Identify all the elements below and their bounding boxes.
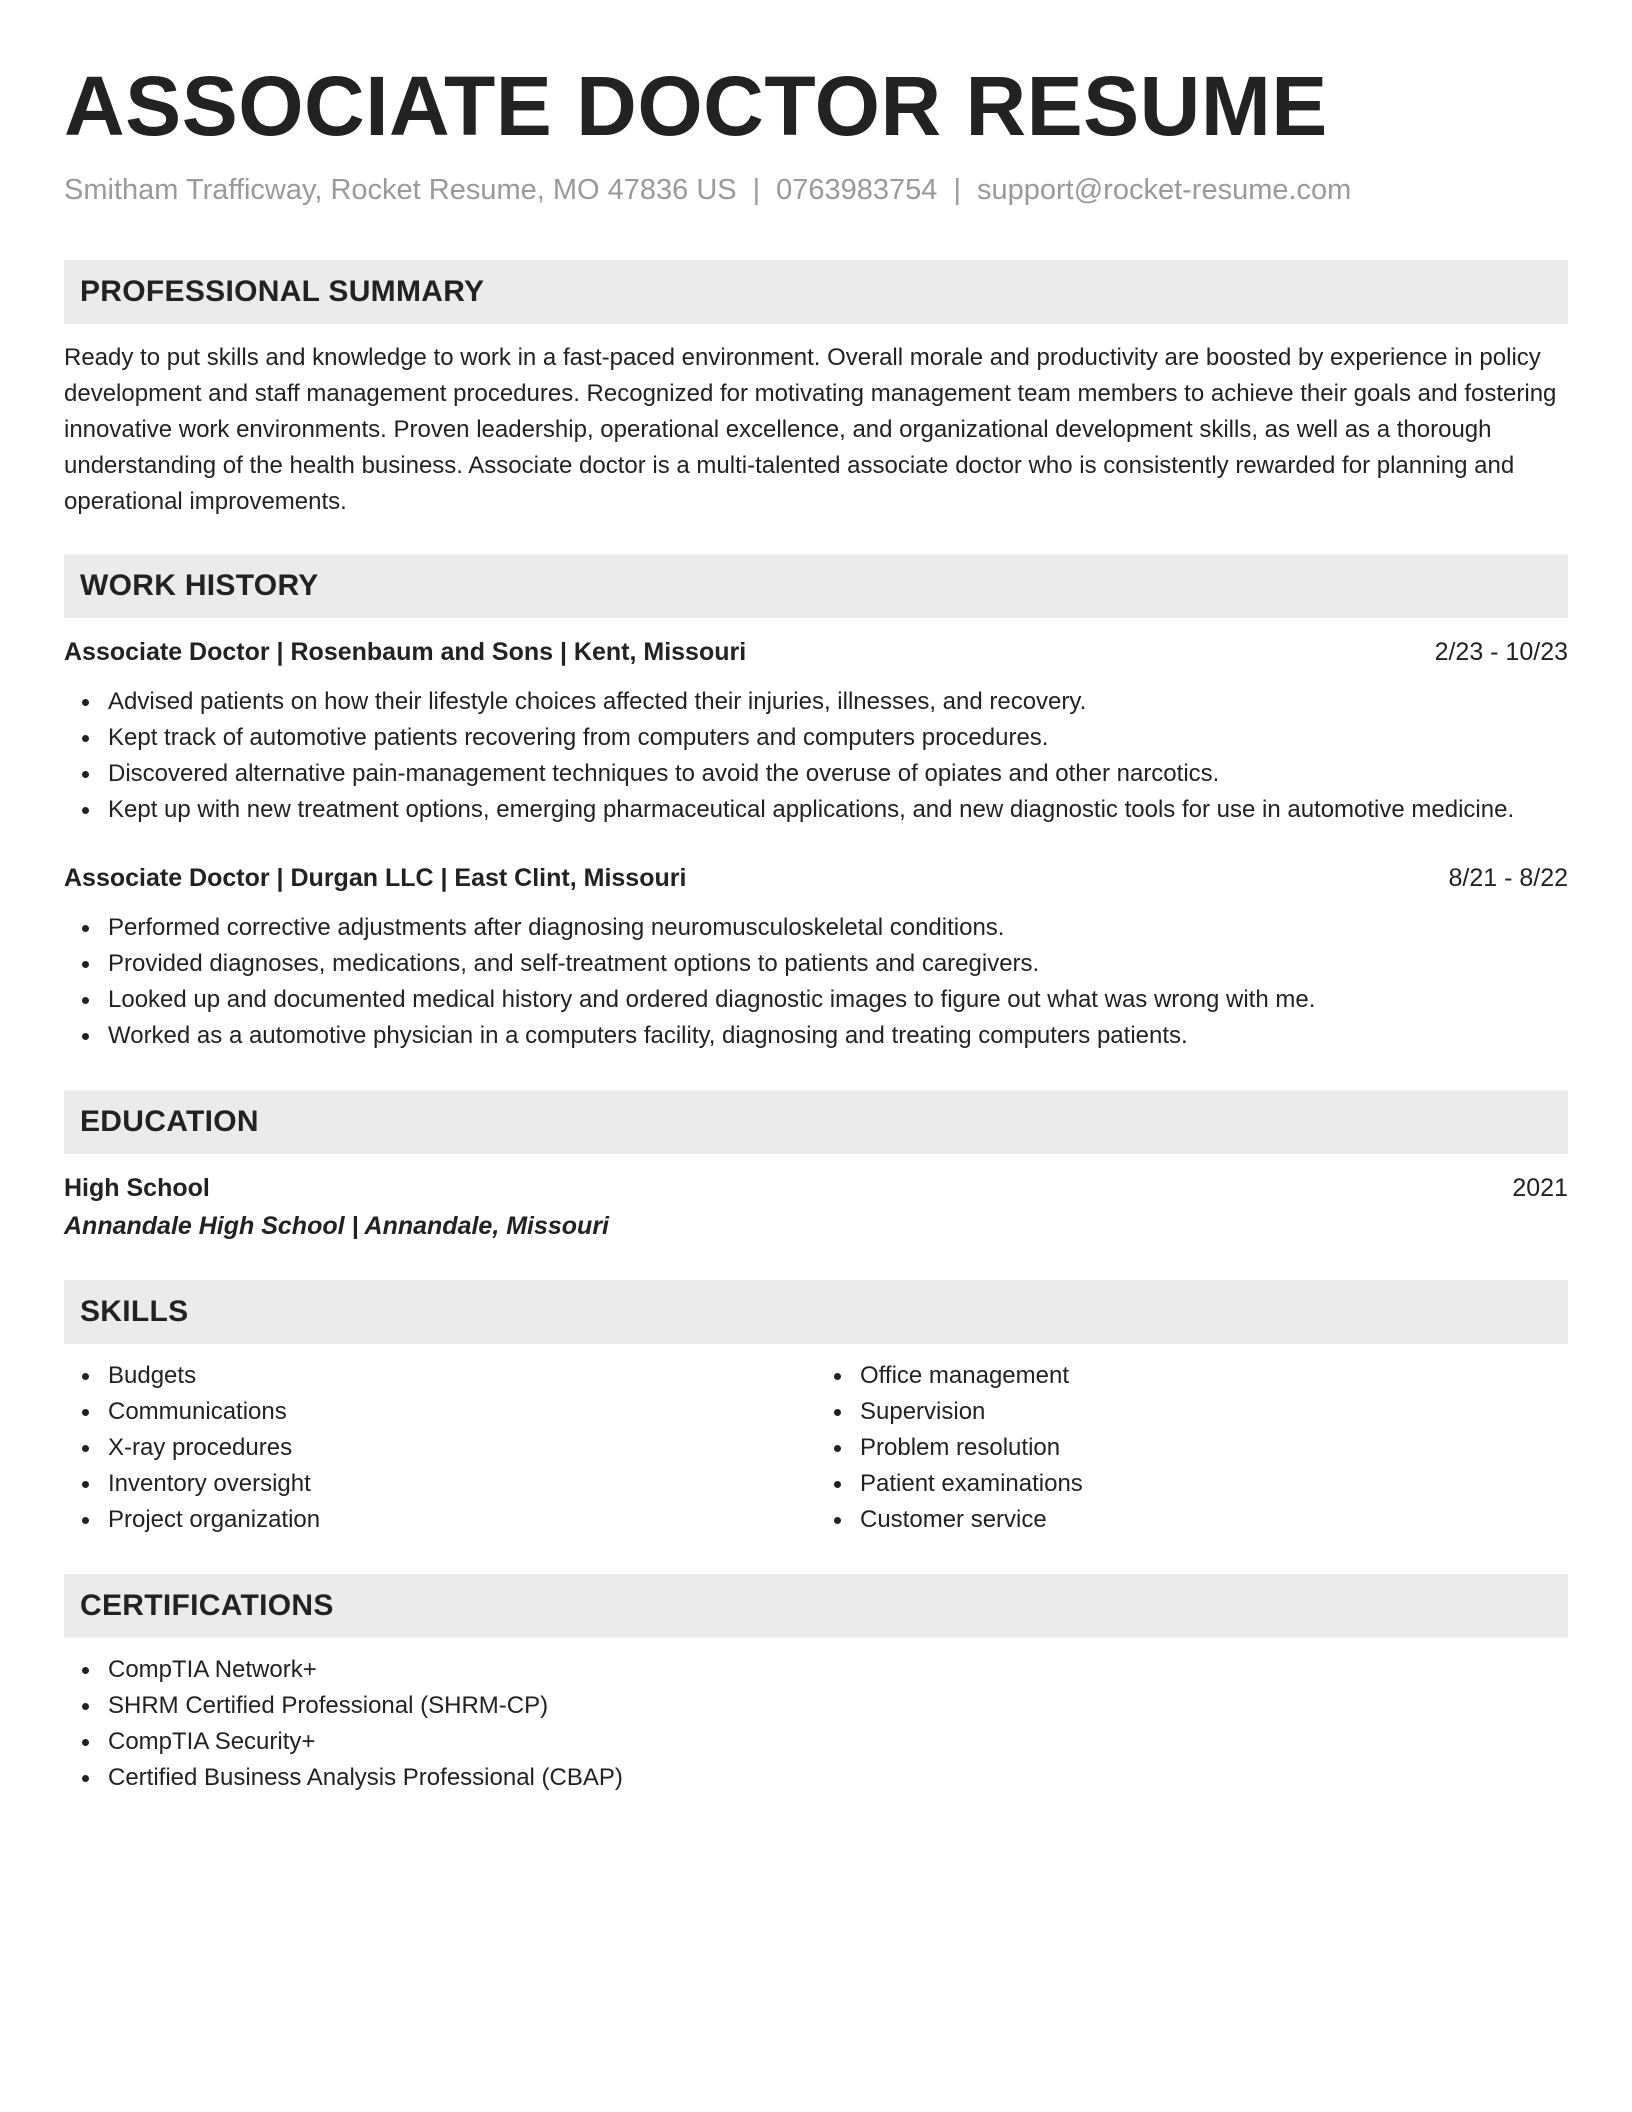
list-item: Worked as a automotive physician in a computers facility, diagnosing and treating computers patients. (108, 1018, 1568, 1054)
list-item: Looked up and documented medical history and ordered diagnostic images to figure out what was wrong with me. (108, 982, 1568, 1018)
certifications-section (64, 1574, 1568, 1796)
work-history-heading: WORK HISTORY (64, 554, 1568, 618)
contact-line (64, 172, 1568, 208)
education-entry (64, 1170, 1568, 1244)
skill-item: Supervision (860, 1394, 1568, 1430)
certification-item: SHRM Certified Professional (SHRM-CP) (108, 1688, 1568, 1724)
skills-column-left (64, 1358, 816, 1538)
work-history-section (64, 554, 1568, 1054)
job-entry (64, 860, 1568, 1054)
education-section (64, 1090, 1568, 1244)
education-heading: EDUCATION (64, 1090, 1568, 1154)
skills-heading: SKILLS (64, 1280, 1568, 1344)
summary-text: Ready to put skills and knowledge to work in a fast-paced environment. Overall morale and productivity are boosted by experience in policy development and staff management procedures. Recognized for motivating management team members to achieve their goals and fostering innovative work environments. Proven leadership, operational excellence, and organizational development skills, as well as a thorough understanding of the health business. Associate doctor is a multi-talented associate doctor who is consistently rewarded for planning and operational improvements. (64, 344, 1557, 515)
certification-item: CompTIA Security+ (108, 1724, 1568, 1760)
job-header (64, 634, 1568, 670)
summary-section (64, 260, 1568, 520)
skills-section (64, 1280, 1568, 1538)
contact-email: support@rocket-resume.com (977, 174, 1352, 206)
skill-item: Inventory oversight (108, 1466, 816, 1502)
skills-grid (64, 1344, 1568, 1538)
job-dates: 2/23 - 10/23 (1434, 638, 1568, 666)
education-degree: High School (64, 1174, 210, 1202)
summary-heading: PROFESSIONAL SUMMARY (64, 260, 1568, 324)
contact-separator: | (953, 174, 961, 206)
resume-title: ASSOCIATE DOCTOR RESUME (64, 59, 1328, 153)
skills-column-right (816, 1358, 1568, 1538)
contact-phone: 0763983754 (776, 174, 938, 206)
job-header (64, 860, 1568, 896)
skill-item: Office management (860, 1358, 1568, 1394)
education-year: 2021 (1512, 1174, 1568, 1202)
certifications-list (64, 1652, 1568, 1796)
list-item: Kept up with new treatment options, emerging pharmaceutical applications, and new diagnostic tools for use in automotive medicine. (108, 792, 1568, 828)
certification-item: Certified Business Analysis Professional (CBAP) (108, 1760, 1568, 1796)
list-item: Discovered alternative pain-management techniques to avoid the overuse of opiates and other narcotics. (108, 756, 1568, 792)
list-item: Advised patients on how their lifestyle choices affected their injuries, illnesses, and recovery. (108, 684, 1568, 720)
skill-item: Communications (108, 1394, 816, 1430)
list-item: Performed corrective adjustments after diagnosing neuromusculoskeletal conditions. (108, 910, 1568, 946)
education-school: Annandale High School | Annandale, Missouri (64, 1212, 610, 1240)
certifications-heading: CERTIFICATIONS (64, 1574, 1568, 1638)
certification-item: CompTIA Network+ (108, 1652, 1568, 1688)
job-duties (64, 910, 1568, 1054)
contact-address: Smitham Trafficway, Rocket Resume, MO 47836 US (64, 174, 737, 206)
job-dates: 8/21 - 8/22 (1448, 864, 1568, 892)
skill-item: Project organization (108, 1502, 816, 1538)
job-duties (64, 684, 1568, 828)
skill-item: Patient examinations (860, 1466, 1568, 1502)
skill-item: Budgets (108, 1358, 816, 1394)
job-title: Associate Doctor | Durgan LLC | East Clint, Missouri (64, 864, 687, 892)
list-item: Provided diagnoses, medications, and self-treatment options to patients and caregivers. (108, 946, 1568, 982)
contact-separator: | (752, 174, 761, 206)
list-item: Kept track of automotive patients recovering from computers and computers procedures. (108, 720, 1568, 756)
skill-item: Customer service (860, 1502, 1568, 1538)
job-title: Associate Doctor | Rosenbaum and Sons | Kent, Missouri (64, 638, 747, 666)
skill-item: X-ray procedures (108, 1430, 816, 1466)
skill-item: Problem resolution (860, 1430, 1568, 1466)
job-entry (64, 634, 1568, 828)
education-header (64, 1170, 1568, 1206)
